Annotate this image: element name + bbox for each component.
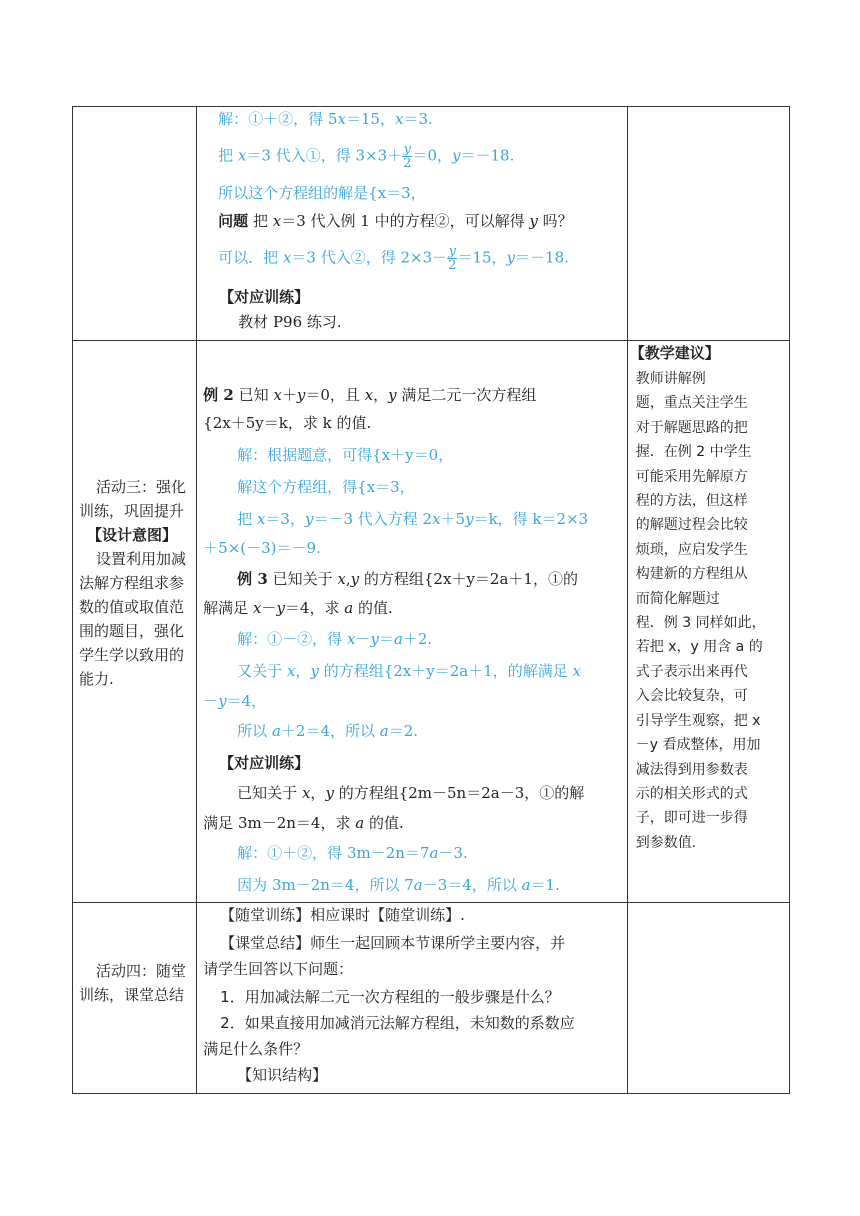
table-row (73, 107, 790, 341)
example-2-solution-3: 把 x＝3，y＝－3 代入方程 2x＋5y＝k，得 k＝2×3 (237, 510, 589, 528)
summary-line: 【课堂总结】师生一起回顾本节课所学主要内容，并 (220, 934, 566, 952)
row2-left-cell (73, 341, 197, 903)
example-3-line-1: 例 3 已知关于 x,y 的方程组{2x＋y＝2a＋1，①的 (237, 570, 578, 588)
example-2-line-2: {2x＋5y＝k，求 k 的值. (203, 414, 372, 432)
example-3-solution-4: 所以 a＋2＝4，所以 a＝2. (237, 722, 419, 740)
practice-line: 【随堂训练】相应课时【随堂训练】. (220, 906, 465, 924)
advice-line: 引导学生观察，把 x (635, 712, 761, 729)
advice-line: 握．在例 2 中学生 (635, 444, 752, 461)
activity-four-title: 活动四：随堂训练，课堂总结 (79, 962, 187, 1004)
advice-line: 对于解题思路的把 (635, 419, 748, 436)
design-intent-text: 设置利用加减法解方程组求参数的值或取值范围的题目，强化学生学以致用的能力. (79, 550, 187, 688)
solution-line-1: 解：①＋②，得 5x＝15，x＝3. (218, 110, 433, 128)
example-3-solution-2: 又关于 x，y 的方程组{2x＋y＝2a＋1，的解满足 x (237, 662, 581, 680)
advice-line: 程的方法，但这样 (635, 493, 748, 510)
row3-right-cell (627, 903, 789, 1094)
row1-right-cell (627, 107, 789, 341)
row3-left-cell (73, 903, 197, 1094)
training-heading: 【对应训练】 (219, 754, 310, 772)
teaching-advice-text (636, 367, 786, 855)
knowledge-structure-heading: 【知识结构】 (237, 1066, 328, 1084)
question-1: 1．用加减法解二元一次方程组的一般步骤是什么？ (220, 988, 560, 1006)
row2-right-cell (627, 341, 789, 903)
example-2-solution-1: 解：根据题意，可得{x＋y＝0， (237, 446, 454, 464)
advice-line: 入会比较复杂，可 (635, 688, 748, 705)
answer-line: 可以．把 x＝3 代入②，得 2×3－ $\frac{y}{2}$ ＝15，y＝－18. (218, 244, 569, 273)
advice-line: 烦琐，应启发学生 (635, 541, 748, 558)
advice-line: 题，重点关注学生 (635, 395, 748, 412)
advice-line: 的解题过程会比较 (635, 517, 748, 534)
fraction-y-over-2: $\frac{y}{2}$ (403, 142, 412, 171)
advice-line: 式子表示出来再代 (635, 663, 748, 680)
training-line-2: 满足 3m－2n＝4，求 a 的值. (203, 814, 404, 832)
training-text: 教材 P96 练习. (238, 313, 342, 331)
example-2-solution-4: ＋5×(－3)＝－9. (203, 539, 321, 557)
question-line: 问题 把 x＝3 代入例 1 中的方程②，可以解得 y 吗？ (218, 212, 573, 230)
question-2: 2．如果直接用加减消元法解方程组，未知数的系数应 (220, 1014, 575, 1032)
activity-three-title: 活动三：强化训练，巩固提升 (79, 478, 187, 520)
advice-line: 教师讲解例 (635, 371, 706, 387)
advice-line: 程．例 3 同样如此， (635, 615, 766, 632)
training-heading: 【对应训练】 (219, 288, 310, 306)
row2-mid-cell (197, 341, 628, 903)
question-2-cont: 满足什么条件？ (203, 1040, 309, 1058)
row1-left-cell (73, 107, 197, 341)
training-line-1: 已知关于 x，y 的方程组{2m－5n＝2a－3，①的解 (237, 784, 585, 802)
teaching-advice-heading: 【教学建议】 (629, 344, 720, 362)
advice-line: －y 看成整体，用加 (635, 737, 761, 754)
row1-mid-cell (197, 107, 628, 341)
advice-line: 减法得到用参数表 (635, 761, 748, 778)
example-3-solution-1: 解：①－②，得 x－y＝a＋2. (237, 630, 433, 648)
table-row (73, 341, 790, 903)
advice-line: 子，即可进一步得 (635, 810, 748, 827)
advice-line: 可能采用先解原方 (635, 468, 748, 485)
example-2-solution-2: 解这个方程组，得{x＝3， (237, 478, 415, 496)
advice-line: 示的相关形式的式 (635, 785, 748, 802)
design-intent-heading: 【设计意图】 (87, 526, 178, 544)
lesson-plan-table (72, 106, 790, 1094)
training-solution-1: 解：①＋②，得 3m－2n＝7a－3. (237, 844, 468, 862)
summary-line-2: 请学生回答以下问题： (203, 960, 354, 978)
advice-line: 而简化解题过 (635, 590, 720, 607)
table-row (73, 903, 790, 1094)
example-3-line-2: 解满足 x－y＝4，求 a 的值. (203, 599, 393, 617)
example-3-solution-3: －y＝4， (203, 692, 267, 710)
row3-mid-cell (197, 903, 628, 1094)
advice-line: 若把 x，y 用含 a 的 (635, 639, 763, 656)
fraction-y-over-2: $\frac{y}{2}$ (448, 244, 457, 273)
training-solution-2: 因为 3m－2n＝4，所以 7a－3＝4，所以 a＝1. (237, 876, 560, 894)
example-2-line-1: 例 2 已知 x＋y＝0，且 x，y 满足二元一次方程组 (203, 386, 537, 404)
solution-line-2: 把 x＝3 代入①，得 3×3＋ $\frac{y}{2}$ ＝0，y＝－18. (218, 142, 515, 171)
advice-line: 到参数值. (635, 834, 697, 851)
solution-line-3: 所以这个方程组的解是{x＝3， (218, 184, 426, 202)
advice-line: 构建新的方程组从 (635, 566, 748, 583)
